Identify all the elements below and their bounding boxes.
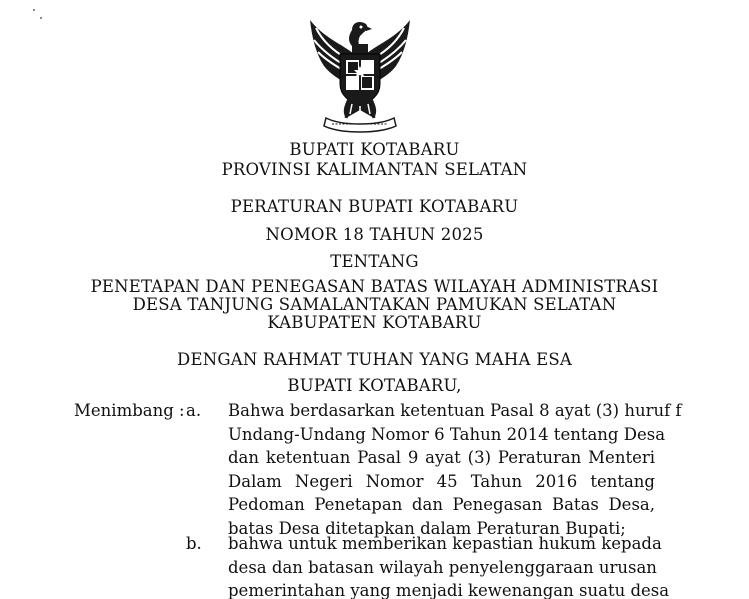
about-label: TENTANG xyxy=(330,252,419,271)
scan-speck xyxy=(33,9,35,11)
item-letter: a. xyxy=(186,401,202,420)
item-letter: b. xyxy=(186,534,202,553)
invocation: DENGAN RAHMAT TUHAN YANG MAHA ESA xyxy=(177,350,572,369)
province-heading: PROVINSI KALIMANTAN SELATAN xyxy=(221,160,528,179)
text-line: Bahwa berdasarkan ketentuan Pasal 8 ayat (3) huruf f xyxy=(228,401,682,420)
text-line: Pedoman Penetapan dan Penegasan Batas Desa, xyxy=(228,495,655,514)
text-line: Dalam Negeri Nomor 45 Tahun 2016 tentang xyxy=(228,471,655,491)
scan-speck xyxy=(40,17,42,19)
text-line: Undang-Undang Nomor 6 Tahun 2014 tentang Desa xyxy=(228,424,666,444)
regulation-title-line: PENETAPAN DAN PENEGASAN BATAS WILAYAH ADMINISTRASI xyxy=(90,277,659,296)
text-line: batas Desa ditetapkan dalam Peraturan Bupati; xyxy=(228,518,626,538)
regulation-number: NOMOR 18 TAHUN 2025 xyxy=(265,225,484,244)
text-line: dan ketentuan Pasal 9 ayat (3) Peraturan Menteri xyxy=(228,448,655,467)
considering-item-b xyxy=(228,532,670,599)
text-line: bahwa untuk memberikan kepastian hukum kepada xyxy=(228,534,662,553)
authority: BUPATI KOTABARU, xyxy=(287,376,462,395)
regulation-type: PERATURAN BUPATI KOTABARU xyxy=(230,197,519,216)
regulation-title-line: DESA TANJUNG SAMALANTAKAN PAMUKAN SELATAN xyxy=(132,295,617,314)
text-line: pemerintahan yang menjadi kewenangan suatu desa xyxy=(228,581,670,599)
text-line: desa dan batasan wilayah penyelenggaraan urusan xyxy=(228,557,657,577)
regent-heading: BUPATI KOTABARU xyxy=(289,140,460,159)
garuda-pancasila-emblem-icon xyxy=(302,14,418,136)
considering-item-a xyxy=(228,399,682,540)
considering-label: Menimbang : xyxy=(74,401,185,420)
regulation-title-line: KABUPATEN KOTABARU xyxy=(267,313,482,332)
